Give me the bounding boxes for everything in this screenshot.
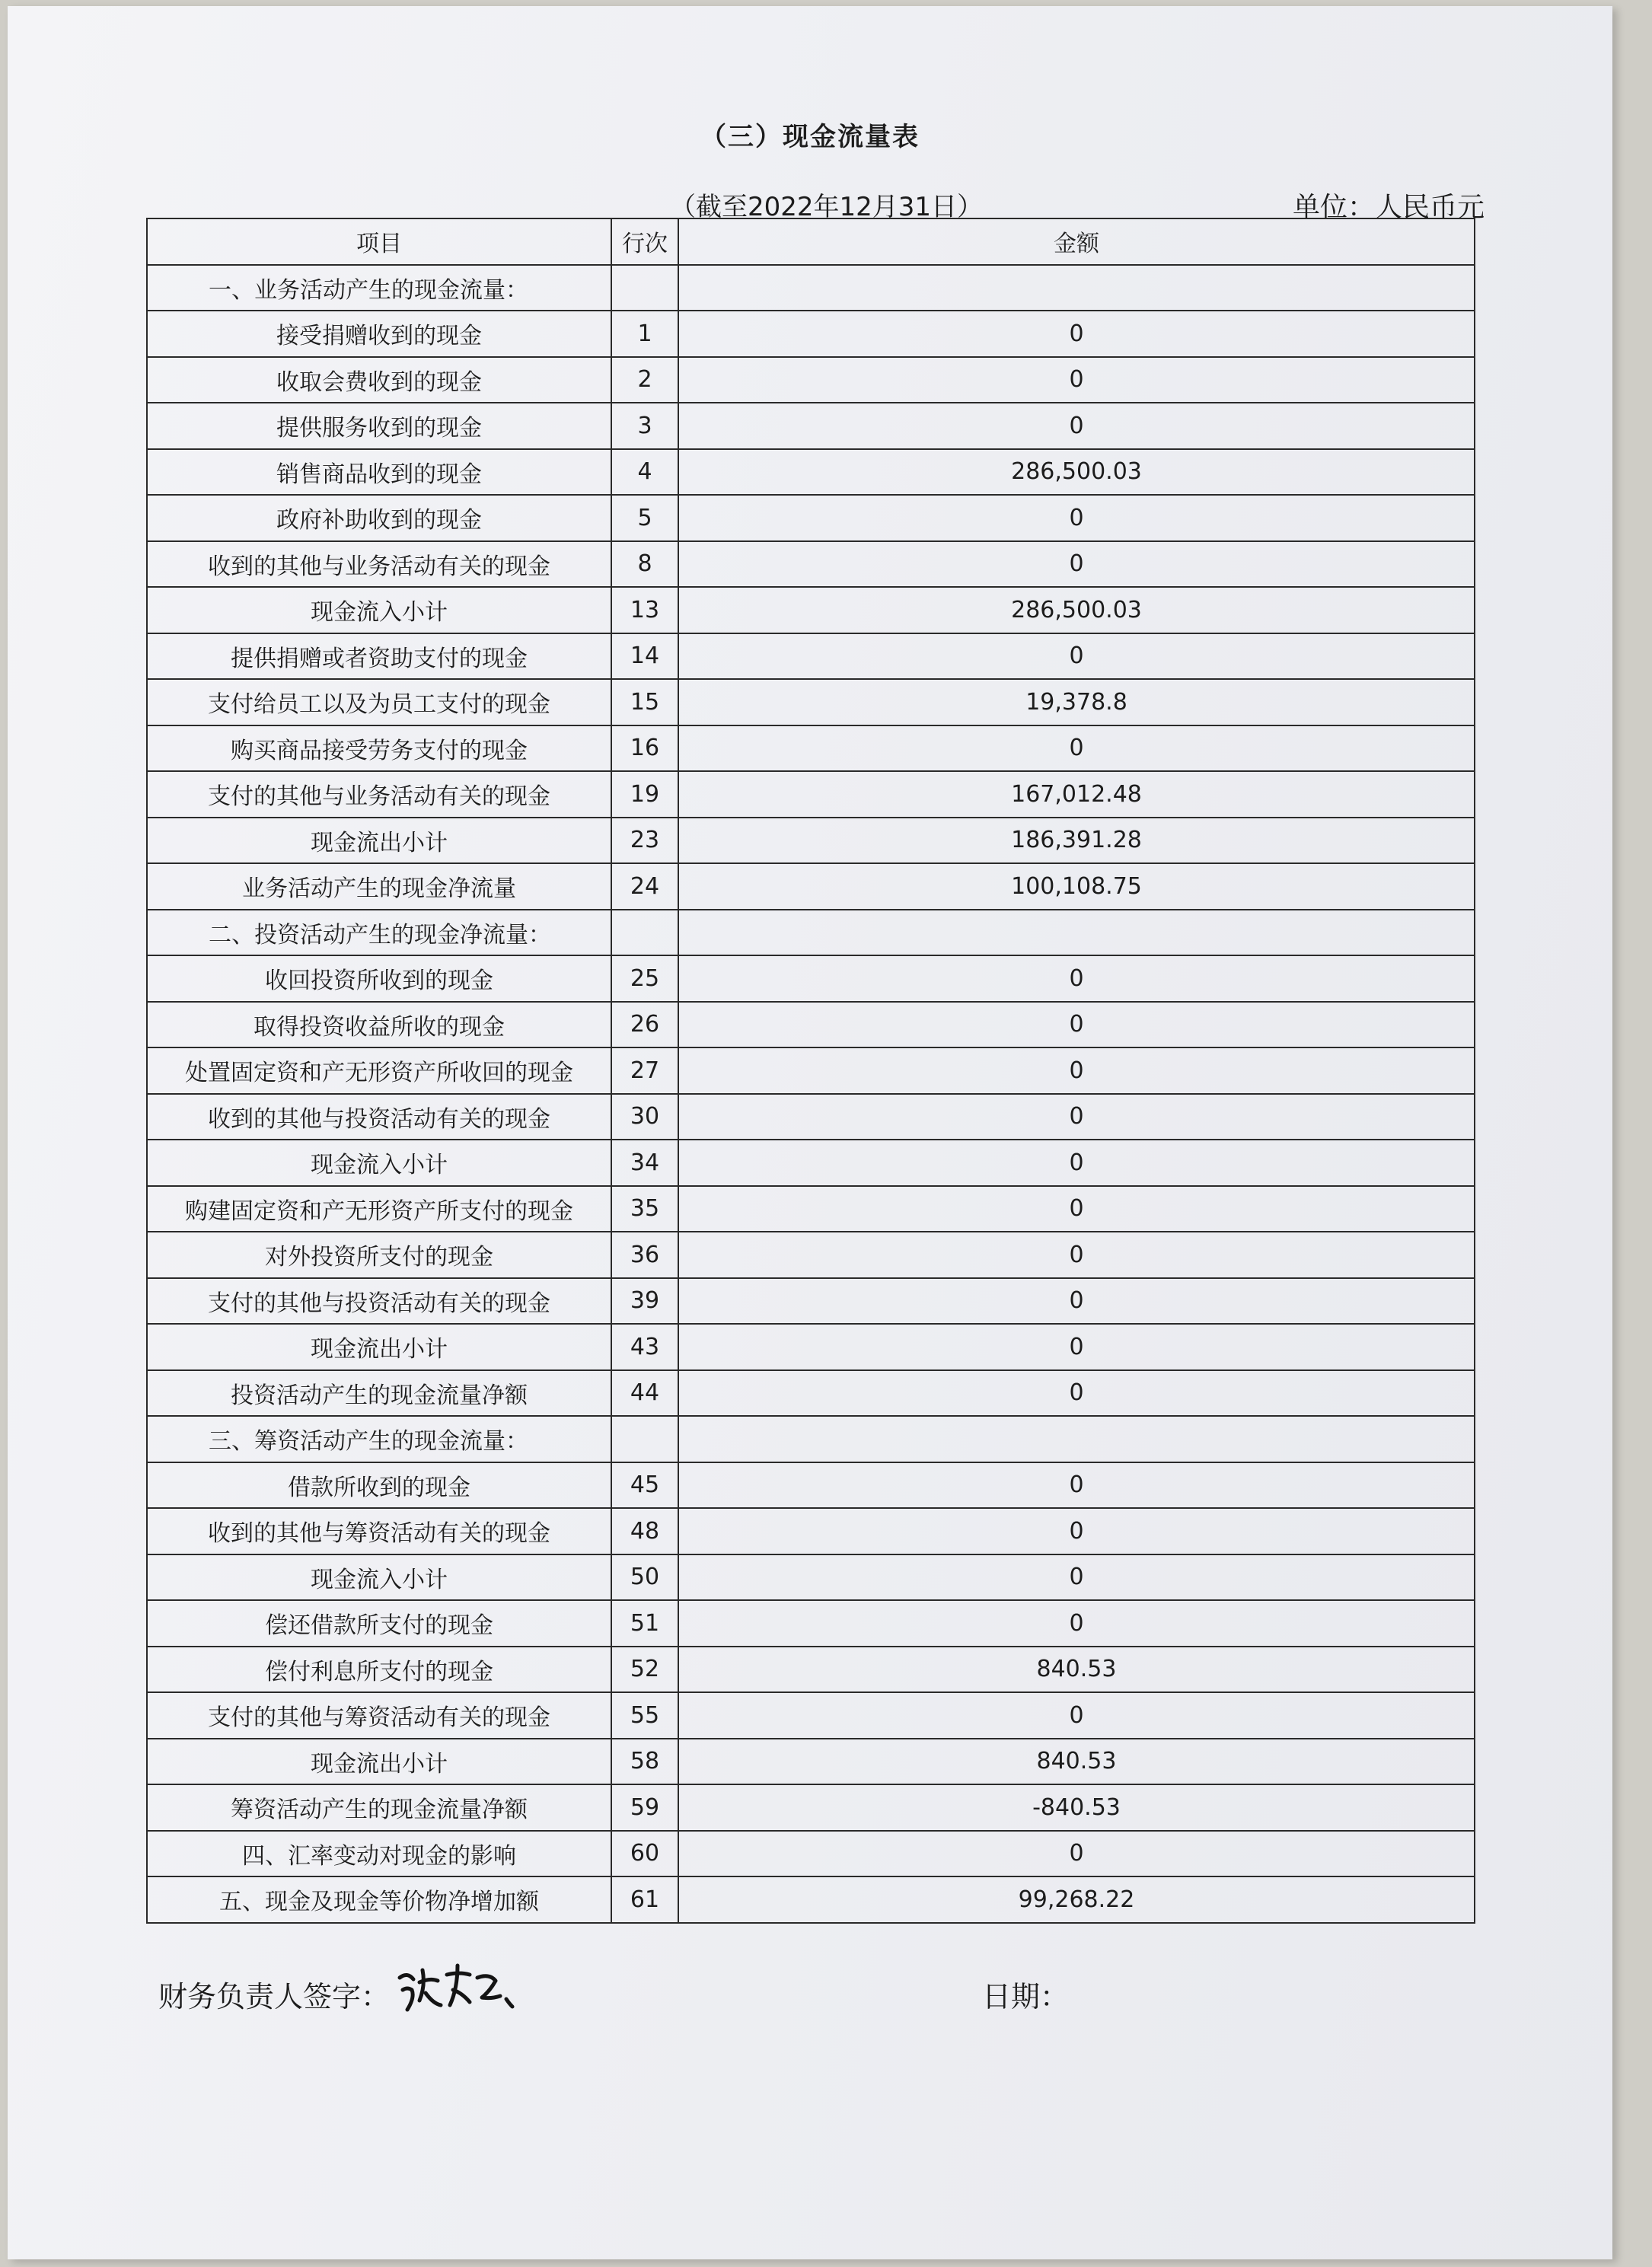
row-item: 借款所收到的现金	[147, 1462, 611, 1509]
table-row	[147, 955, 1475, 1002]
row-amount: 0	[678, 1002, 1475, 1048]
row-amount: 100,108.75	[678, 863, 1475, 910]
row-amount: 0	[678, 311, 1475, 357]
row-line-number: 24	[611, 863, 678, 910]
table-header-row	[147, 218, 1475, 265]
table-row	[147, 495, 1475, 541]
row-item: 现金流出小计	[147, 1324, 611, 1370]
row-amount: 0	[678, 403, 1475, 449]
row-item: 五、现金及现金等价物净增加额	[147, 1876, 611, 1923]
row-item: 销售商品收到的现金	[147, 449, 611, 496]
row-line-number: 27	[611, 1047, 678, 1094]
row-line-number: 48	[611, 1508, 678, 1554]
row-amount: 99,268.22	[678, 1876, 1475, 1923]
row-amount: 0	[678, 725, 1475, 772]
row-line-number	[611, 1416, 678, 1462]
date-label: 日期：	[982, 1980, 1070, 2014]
row-amount: 0	[678, 1370, 1475, 1417]
row-line-number: 44	[611, 1370, 678, 1417]
row-amount: 0	[678, 633, 1475, 680]
row-line-number	[611, 910, 678, 956]
table-row	[147, 1324, 1475, 1370]
row-line-number	[611, 265, 678, 311]
document-page	[8, 6, 1612, 2259]
row-amount: 0	[678, 1600, 1475, 1647]
section-heading: 二、投资活动产生的现金净流量：	[147, 910, 611, 956]
table-row	[147, 357, 1475, 403]
table-row	[147, 1739, 1475, 1785]
table-row	[147, 265, 1475, 311]
table-row	[147, 818, 1475, 864]
section-heading: 三、筹资活动产生的现金流量：	[147, 1416, 611, 1462]
table-row	[147, 587, 1475, 633]
row-item: 提供捐赠或者资助支付的现金	[147, 633, 611, 680]
row-amount: 0	[678, 955, 1475, 1002]
row-item: 支付给员工以及为员工支付的现金	[147, 679, 611, 725]
row-line-number: 58	[611, 1739, 678, 1785]
row-amount: 0	[678, 1692, 1475, 1739]
table-row	[147, 863, 1475, 910]
header-item: 项目	[147, 218, 611, 265]
row-amount: 286,500.03	[678, 587, 1475, 633]
row-item: 收取会费收到的现金	[147, 357, 611, 403]
table-row	[147, 1002, 1475, 1048]
row-amount: 0	[678, 1462, 1475, 1509]
row-amount: 19,378.8	[678, 679, 1475, 725]
row-line-number: 15	[611, 679, 678, 725]
signature-label: 财务负责人签字：	[158, 1980, 391, 2014]
row-item: 现金流入小计	[147, 587, 611, 633]
row-line-number: 34	[611, 1140, 678, 1186]
row-line-number: 30	[611, 1094, 678, 1140]
table-row	[147, 1647, 1475, 1693]
row-amount: 0	[678, 1232, 1475, 1278]
row-item: 购买商品接受劳务支付的现金	[147, 725, 611, 772]
row-item: 收到的其他与筹资活动有关的现金	[147, 1508, 611, 1554]
row-line-number: 25	[611, 955, 678, 1002]
row-amount: 0	[678, 1554, 1475, 1601]
row-item: 收回投资所收到的现金	[147, 955, 611, 1002]
table-row	[147, 1094, 1475, 1140]
row-line-number: 45	[611, 1462, 678, 1509]
row-item: 现金流出小计	[147, 1739, 611, 1785]
row-amount: 186,391.28	[678, 818, 1475, 864]
row-item: 收到的其他与业务活动有关的现金	[147, 541, 611, 588]
row-item: 投资活动产生的现金流量净额	[147, 1370, 611, 1417]
row-amount	[678, 1416, 1475, 1462]
row-line-number: 60	[611, 1831, 678, 1877]
row-amount: 0	[678, 1324, 1475, 1370]
row-amount: 0	[678, 1140, 1475, 1186]
row-item: 偿付利息所支付的现金	[147, 1647, 611, 1693]
table-row	[147, 679, 1475, 725]
row-amount: 0	[678, 1508, 1475, 1554]
currency-unit: 单位：人民币元	[1292, 192, 1485, 223]
row-item: 四、汇率变动对现金的影响	[147, 1831, 611, 1877]
row-line-number: 3	[611, 403, 678, 449]
table-row	[147, 1784, 1475, 1831]
cash-flow-table	[146, 218, 1475, 1924]
table-row	[147, 1876, 1475, 1923]
row-item: 支付的其他与业务活动有关的现金	[147, 771, 611, 818]
row-item: 提供服务收到的现金	[147, 403, 611, 449]
row-line-number: 50	[611, 1554, 678, 1601]
header-amount: 金额	[678, 218, 1475, 265]
report-date: （截至2022年12月31日）	[670, 192, 984, 222]
row-amount	[678, 910, 1475, 956]
row-amount: 0	[678, 1831, 1475, 1877]
row-line-number: 5	[611, 495, 678, 541]
table-row	[147, 541, 1475, 588]
row-item: 支付的其他与投资活动有关的现金	[147, 1278, 611, 1325]
row-item: 业务活动产生的现金净流量	[147, 863, 611, 910]
row-line-number: 35	[611, 1186, 678, 1232]
row-amount: 0	[678, 1047, 1475, 1094]
row-line-number: 1	[611, 311, 678, 357]
row-line-number: 51	[611, 1600, 678, 1647]
section-heading: 一、业务活动产生的现金流量：	[147, 265, 611, 311]
row-amount: 0	[678, 541, 1475, 588]
row-amount: 0	[678, 1094, 1475, 1140]
row-item: 政府补助收到的现金	[147, 495, 611, 541]
table-row	[147, 1047, 1475, 1094]
table-row	[147, 449, 1475, 496]
row-item: 购建固定资和产无形资产所支付的现金	[147, 1186, 611, 1232]
table-row	[147, 403, 1475, 449]
row-line-number: 61	[611, 1876, 678, 1923]
row-item: 支付的其他与筹资活动有关的现金	[147, 1692, 611, 1739]
row-item: 处置固定资和产无形资产所收回的现金	[147, 1047, 611, 1094]
table-row	[147, 1186, 1475, 1232]
row-item: 现金流入小计	[147, 1554, 611, 1601]
table-row	[147, 1831, 1475, 1877]
table-row	[147, 771, 1475, 818]
row-line-number: 23	[611, 818, 678, 864]
row-amount: 840.53	[678, 1647, 1475, 1693]
row-item: 取得投资收益所收的现金	[147, 1002, 611, 1048]
row-item: 现金流出小计	[147, 818, 611, 864]
table-row	[147, 633, 1475, 680]
row-amount: -840.53	[678, 1784, 1475, 1831]
table-row	[147, 1416, 1475, 1462]
table-row	[147, 1140, 1475, 1186]
row-amount: 840.53	[678, 1739, 1475, 1785]
table-row	[147, 1462, 1475, 1509]
document-title: （三）现金流量表	[700, 122, 920, 152]
row-item: 接受捐赠收到的现金	[147, 311, 611, 357]
table-row	[147, 1232, 1475, 1278]
table-row	[147, 910, 1475, 956]
table-row	[147, 1554, 1475, 1601]
row-line-number: 19	[611, 771, 678, 818]
row-line-number: 16	[611, 725, 678, 772]
handwritten-signature	[392, 1955, 529, 2016]
row-line-number: 26	[611, 1002, 678, 1048]
row-amount: 0	[678, 1278, 1475, 1325]
row-amount: 0	[678, 495, 1475, 541]
row-line-number: 13	[611, 587, 678, 633]
row-line-number: 36	[611, 1232, 678, 1278]
table-row	[147, 1508, 1475, 1554]
table-row	[147, 1370, 1475, 1417]
row-item: 偿还借款所支付的现金	[147, 1600, 611, 1647]
row-line-number: 59	[611, 1784, 678, 1831]
row-amount: 0	[678, 357, 1475, 403]
row-item: 现金流入小计	[147, 1140, 611, 1186]
table-row	[147, 725, 1475, 772]
row-item: 筹资活动产生的现金流量净额	[147, 1784, 611, 1831]
row-amount	[678, 265, 1475, 311]
row-line-number: 55	[611, 1692, 678, 1739]
row-line-number: 2	[611, 357, 678, 403]
table-row	[147, 1278, 1475, 1325]
row-item: 收到的其他与投资活动有关的现金	[147, 1094, 611, 1140]
row-line-number: 43	[611, 1324, 678, 1370]
row-line-number: 52	[611, 1647, 678, 1693]
row-line-number: 8	[611, 541, 678, 588]
row-amount: 167,012.48	[678, 771, 1475, 818]
row-amount: 0	[678, 1186, 1475, 1232]
header-line: 行次	[611, 218, 678, 265]
row-line-number: 14	[611, 633, 678, 680]
row-line-number: 4	[611, 449, 678, 496]
table-row	[147, 311, 1475, 357]
row-amount: 286,500.03	[678, 449, 1475, 496]
table-row	[147, 1600, 1475, 1647]
table-row	[147, 1692, 1475, 1739]
row-line-number: 39	[611, 1278, 678, 1325]
row-item: 对外投资所支付的现金	[147, 1232, 611, 1278]
